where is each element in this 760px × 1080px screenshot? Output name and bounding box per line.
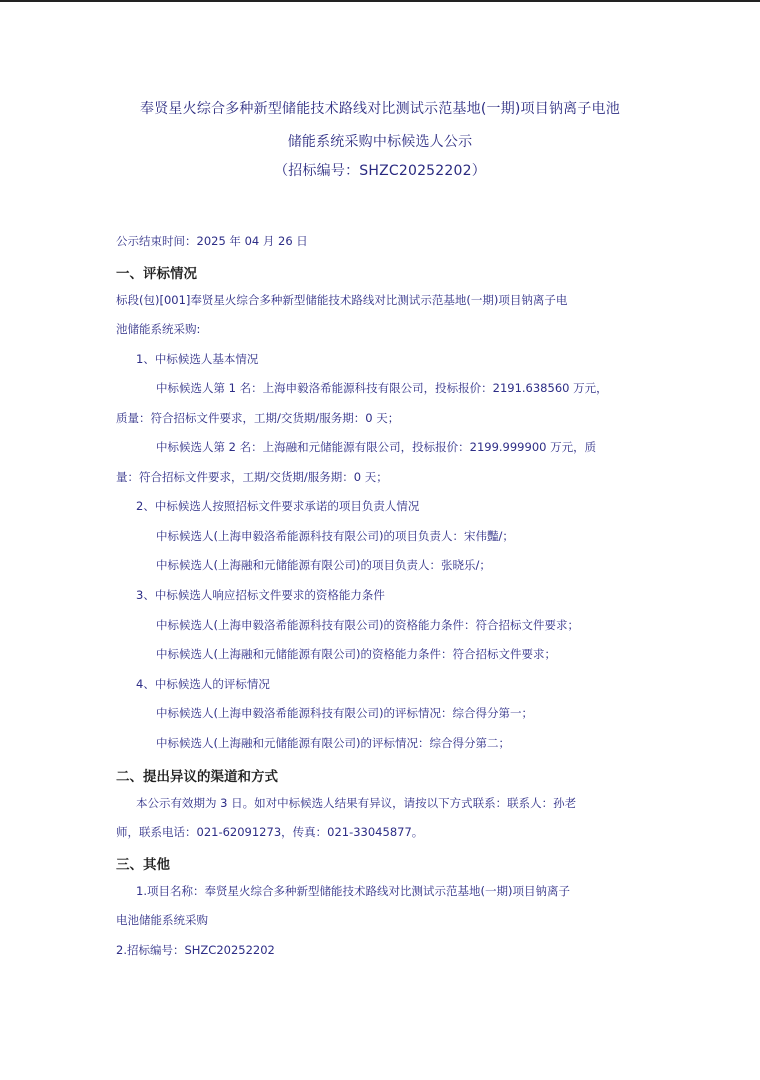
evaluation-candidate-1: 中标候选人(上海申毅洛希能源科技有限公司)的评标情况：综合得分第一； <box>156 706 533 720</box>
document-title-line-2: 储能系统采购中标候选人公示 <box>287 134 473 150</box>
project-manager-candidate-1: 中标候选人(上海申毅洛希能源科技有限公司)的项目负责人：宋伟豔/； <box>156 529 514 543</box>
section-2-heading: 二、提出异议的渠道和方式 <box>116 769 278 785</box>
candidate-1-line-1: 中标候选人第 1 名：上海申毅洛希能源科技有限公司，投标报价：2191.638560 万元， <box>156 381 608 395</box>
qualification-candidate-1: 中标候选人(上海申毅洛希能源科技有限公司)的资格能力条件：符合招标文件要求； <box>156 618 579 632</box>
project-name-line-1: 1.项目名称：奉贤星火综合多种新型储能技术路线对比测试示范基地(一期)项目钠离子 <box>136 884 570 898</box>
section-1-heading: 一、评标情况 <box>116 266 197 282</box>
objection-line-1: 本公示有效期为 3 日。如对中标候选人结果有异议，请按以下方式联系：联系人：孙老 <box>136 796 577 810</box>
project-name-line-2: 电池储能系统采购 <box>116 913 208 927</box>
publication-end-date: 公示结束时间：2025 年 04 月 26 日 <box>116 234 308 248</box>
lot-description-line-2: 池储能系统采购: <box>116 322 201 336</box>
subsection-3-heading: 3、中标候选人响应招标文件要求的资格能力条件 <box>136 588 385 602</box>
candidate-1-line-2: 质量：符合招标文件要求，工期/交货期/服务期：0 天； <box>116 411 400 425</box>
tender-number-line: 2.招标编号：SHZC20252202 <box>116 943 275 957</box>
lot-description-line-1: 标段(包)[001]奉贤星火综合多种新型储能技术路线对比测试示范基地(一期)项目钠离子电 <box>116 293 568 307</box>
section-3-heading: 三、其他 <box>116 857 170 873</box>
objection-contact-line: 师，联系电话：021-62091273，传真：021-33045877。 <box>116 825 424 839</box>
project-manager-candidate-2: 中标候选人(上海融和元储能源有限公司)的项目负责人：张晓乐/； <box>156 558 491 572</box>
subsection-2-heading: 2、中标候选人按照招标文件要求承诺的项目负责人情况 <box>136 499 420 513</box>
candidate-2-line-1: 中标候选人第 2 名：上海融和元储能源有限公司，投标报价：2199.999900 万元，质 <box>156 440 597 454</box>
subsection-1-heading: 1、中标候选人基本情况 <box>136 352 259 366</box>
candidate-2-line-2: 量：符合招标文件要求，工期/交货期/服务期：0 天； <box>116 470 388 484</box>
document-tender-number: （招标编号：SHZC20252202） <box>274 163 486 179</box>
evaluation-candidate-2: 中标候选人(上海融和元储能源有限公司)的评标情况：综合得分第二； <box>156 736 510 750</box>
document-title-line-1: 奉贤星火综合多种新型储能技术路线对比测试示范基地(一期)项目钠离子电池 <box>140 101 620 117</box>
subsection-4-heading: 4、中标候选人的评标情况 <box>136 677 270 691</box>
qualification-candidate-2: 中标候选人(上海融和元储能源有限公司)的资格能力条件：符合招标文件要求； <box>156 647 556 661</box>
